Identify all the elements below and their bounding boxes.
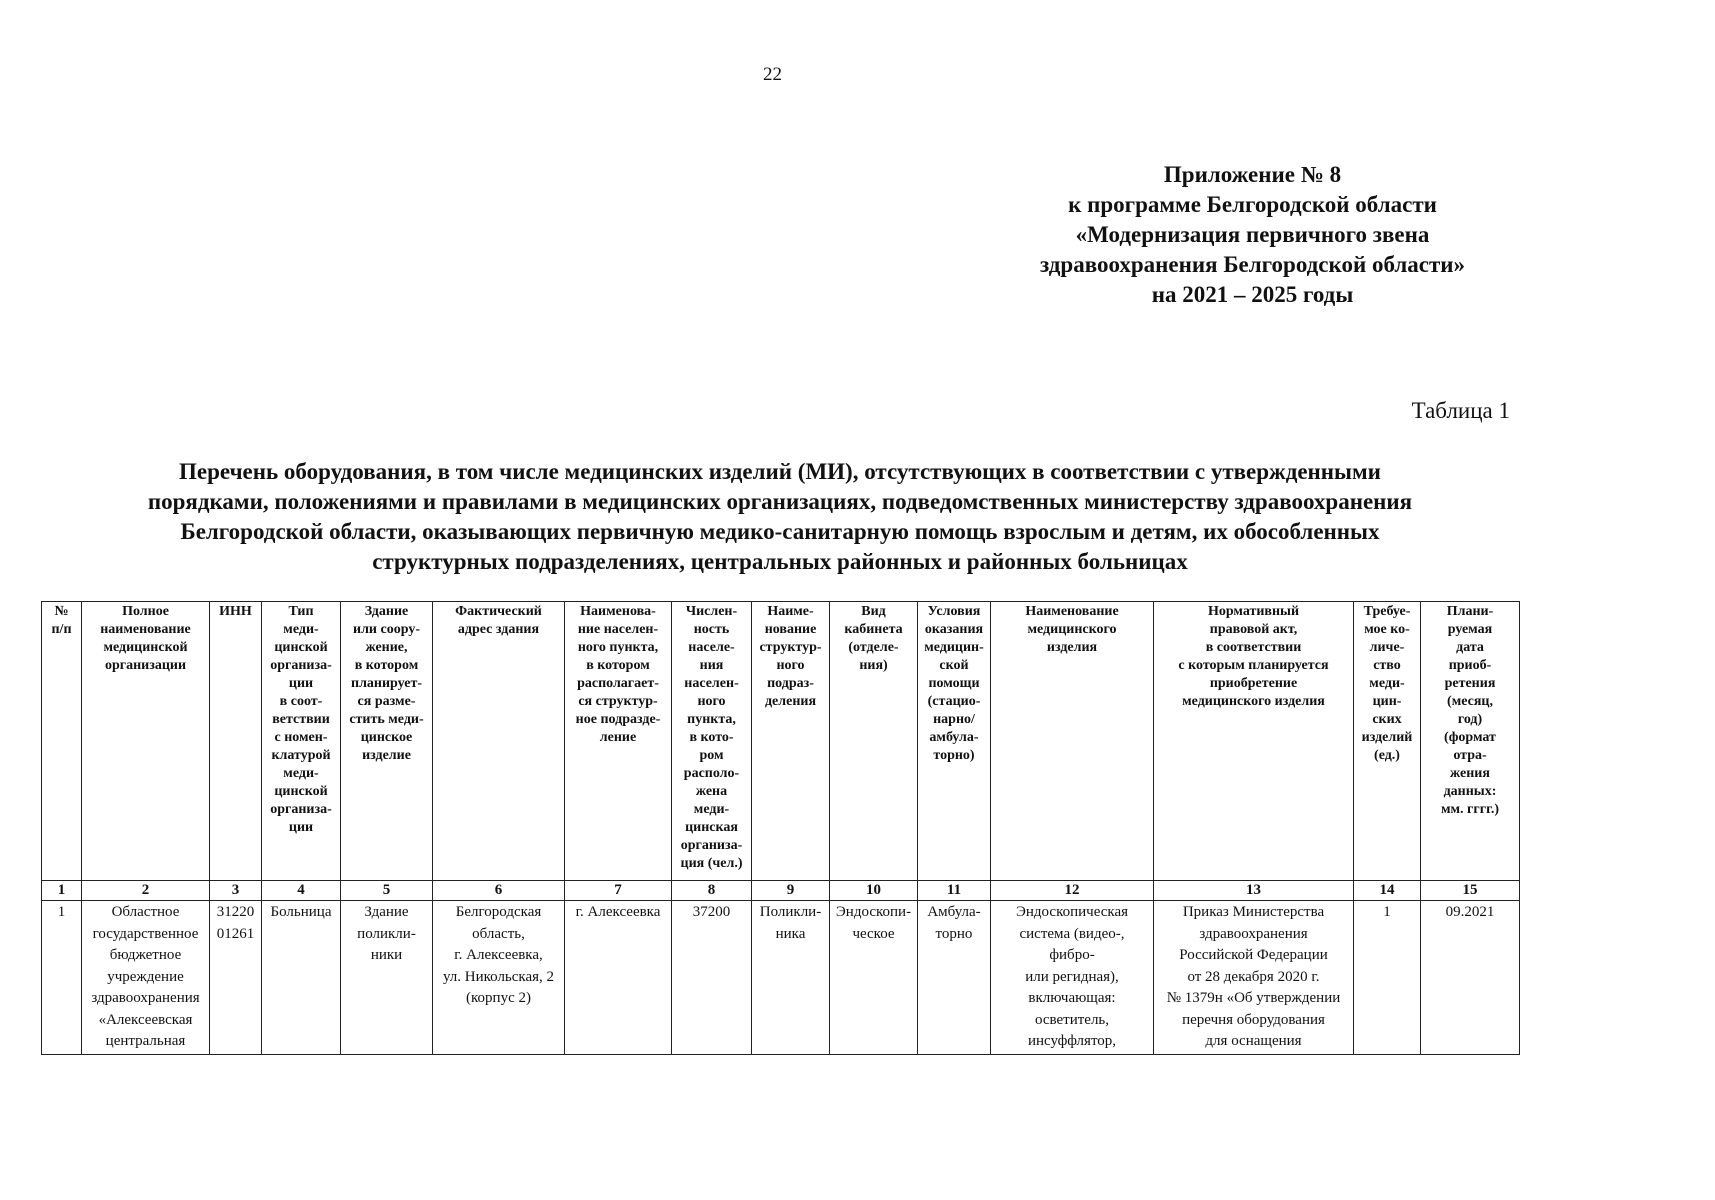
- table-cell: Белгородская область, г. Алексеевка, ул. Никольская, 2 (корпус 2): [433, 901, 565, 1055]
- header-cell: Вид кабинета (отделе- ния): [830, 602, 918, 881]
- column-number: 8: [672, 881, 752, 901]
- column-number: 3: [210, 881, 262, 901]
- column-number: 15: [1421, 881, 1520, 901]
- table-cell: Эндоскопи- ческое: [830, 901, 918, 1055]
- document-title: [40, 457, 1520, 577]
- table-cell: Приказ Министерства здравоохранения Российской Федерации от 28 декабря 2020 г. № 1379н «Об утверждении перечня оборудования для оснащения: [1154, 901, 1354, 1055]
- header-cell: Числен- ность населе- ния населен- ного пункта, в кото- ром располо- жена меди- цинская организа- ция (чел.): [672, 602, 752, 881]
- column-number: 1: [42, 881, 82, 901]
- column-number: 12: [991, 881, 1154, 901]
- title-line: структурных подразделениях, центральных районных и районных больницах: [372, 549, 1188, 574]
- page-number: 22: [763, 64, 782, 85]
- title-line: порядками, положениями и правилами в медицинских организациях, подведомственных министерству здравоохранения: [147, 489, 1413, 514]
- appendix-line: к программе Белгородской области: [1068, 192, 1437, 217]
- table-cell: Поликли- ника: [752, 901, 830, 1055]
- table-cell: Областное государственное бюджетное учреждение здравоохранения «Алексеевская центральная: [82, 901, 210, 1055]
- column-number: 2: [82, 881, 210, 901]
- table-cell: Здание поликли- ники: [341, 901, 433, 1055]
- header-cell: № п/п: [42, 602, 82, 881]
- header-cell: Условия оказания медицин- ской помощи (стацио- нарно/ амбула- торно): [918, 602, 991, 881]
- header-cell: Нормативный правовой акт, в соответствии с которым планируется приобретение медицинского изделия: [1154, 602, 1354, 881]
- table-label: Таблица 1: [1411, 398, 1510, 423]
- header-cell: Требуе- мое ко- личе- ство меди- цин- ских изделий (ед.): [1354, 602, 1421, 881]
- table-cell: г. Алексеевка: [565, 901, 672, 1055]
- column-number: 14: [1354, 881, 1421, 901]
- table-cell: Эндоскопическая система (видео-, фибро- или регидная), включающая: осветитель, инсуффлятор,: [991, 901, 1154, 1055]
- header-cell: Наименова- ние населен- ного пункта, в котором располагает- ся структур- ное подразде- ление: [565, 602, 672, 881]
- column-number: 13: [1154, 881, 1354, 901]
- equipment-table: [41, 601, 1520, 1055]
- title-line: Белгородской области, оказывающих первичную медико-санитарную помощь взрослым и детям, их обособленных: [180, 519, 1380, 544]
- table-cell: 09.2021: [1421, 901, 1520, 1055]
- header-cell: ИНН: [210, 602, 262, 881]
- column-number: 11: [918, 881, 991, 901]
- header-cell: Наименование медицинского изделия: [991, 602, 1154, 881]
- column-number: 6: [433, 881, 565, 901]
- table-cell: 37200: [672, 901, 752, 1055]
- column-number: 10: [830, 881, 918, 901]
- appendix-line: Приложение № 8: [1163, 162, 1342, 187]
- column-number: 4: [262, 881, 341, 901]
- appendix-line: на 2021 – 2025 годы: [1151, 282, 1354, 307]
- header-cell: Тип меди- цинской организа- ции в соот- ветствии с номен- клатурой меди- цинской организа- ции: [262, 602, 341, 881]
- appendix-line: здравоохранения Белгородской области»: [1039, 252, 1466, 277]
- table-cell: 1: [42, 901, 82, 1055]
- header-cell: Наиме- нование структур- ного подраз- деления: [752, 602, 830, 881]
- appendix-heading: [990, 160, 1515, 310]
- table-cell: 31220 01261: [210, 901, 262, 1055]
- header-cell: Фактический адрес здания: [433, 602, 565, 881]
- table-cell: 1: [1354, 901, 1421, 1055]
- header-cell: Плани- руемая дата приоб- ретения (месяц, год) (формат отра- жения данных: мм. гггг.): [1421, 602, 1520, 881]
- table-cell: Больница: [262, 901, 341, 1055]
- column-number: 7: [565, 881, 672, 901]
- column-number: 9: [752, 881, 830, 901]
- table-row: [42, 901, 1520, 1055]
- header-cell: Полное наименование медицинской организации: [82, 602, 210, 881]
- column-number: 5: [341, 881, 433, 901]
- title-line: Перечень оборудования, в том числе медицинских изделий (МИ), отсутствующих в соответствии с утвержденными: [179, 459, 1381, 484]
- column-number-row: [42, 881, 1520, 901]
- table-cell: Амбула- торно: [918, 901, 991, 1055]
- header-row: [42, 602, 1520, 881]
- header-cell: Здание или соору- жение, в котором планирует- ся разме- стить меди- цинское изделие: [341, 602, 433, 881]
- appendix-line: «Модернизация первичного звена: [1075, 222, 1430, 247]
